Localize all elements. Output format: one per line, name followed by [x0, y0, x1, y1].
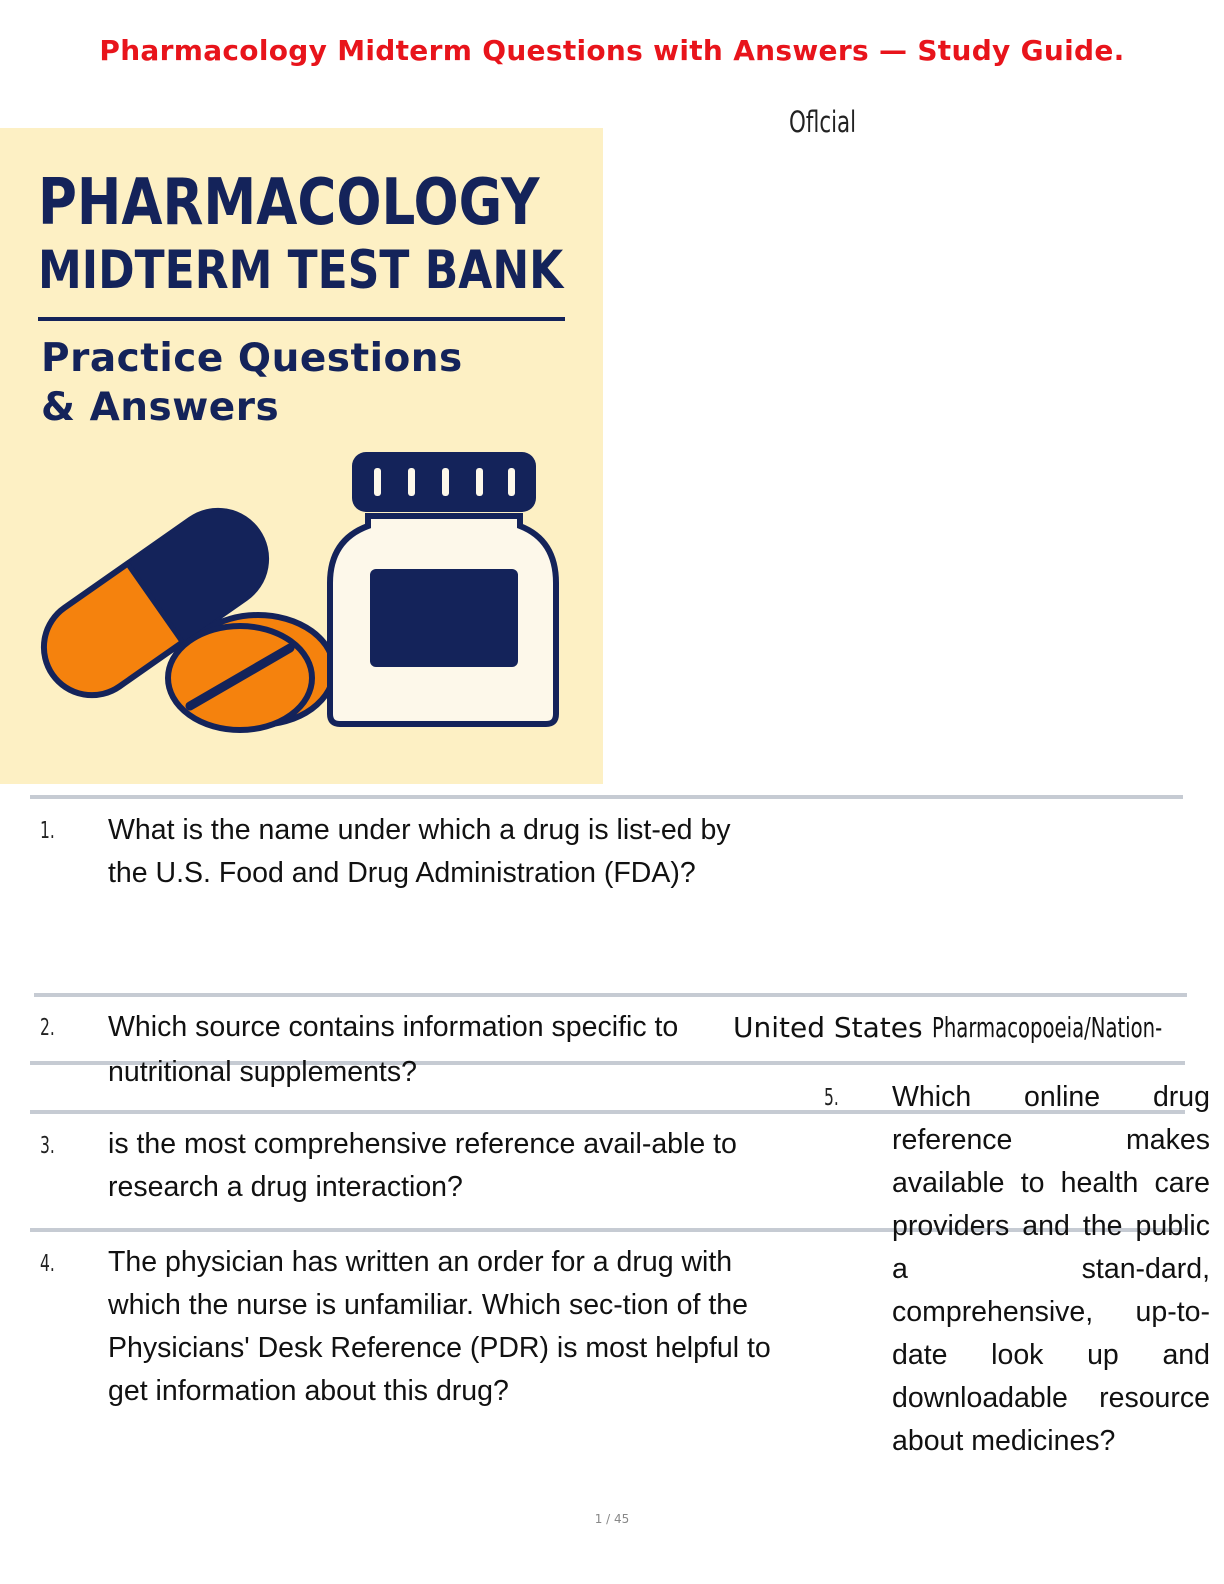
- question-text: What is the name under which a drug is list-ed by the U.S. Food and Drug Administration (FDA)?: [108, 814, 731, 889]
- question-number: 3.: [40, 1133, 55, 1159]
- question-number: 2.: [40, 1015, 55, 1041]
- medicine-bottle-icon: [330, 452, 556, 724]
- cover-title-line1: PHARMACOLOGY: [38, 166, 540, 240]
- cover-divider: [38, 317, 565, 321]
- question-text-line2: nutritional supplements?: [108, 1056, 417, 1088]
- question-text: Which online drug reference makes available to health care providers and the public a stan-dard, comprehensive, up-to-date look up and downloadable resource about medicines?: [892, 1081, 1210, 1457]
- question-text-fragment: Pharmacopoeia/Nation-: [931, 1011, 1162, 1044]
- official-label: Oflcial: [789, 105, 857, 139]
- page-indicator: 1 / 45: [594, 1512, 630, 1526]
- cover-image: [0, 128, 603, 784]
- document-title: Pharmacology Midterm Questions with Answers — Study Guide.: [99, 34, 1125, 67]
- question-text: is the most comprehensive reference avail-able to research a drug interaction?: [108, 1128, 737, 1203]
- question-text-continued: [733, 1011, 1224, 1045]
- question-text: Which source contains information specific to: [108, 1011, 679, 1043]
- cover-subtitle-line1: Practice Questions: [41, 336, 463, 381]
- cover-title-line2: MIDTERM TEST BANK: [38, 240, 564, 301]
- question-text-fragment: United States: [733, 1011, 923, 1044]
- question-number: 4.: [40, 1251, 55, 1277]
- question-number: 1.: [40, 818, 55, 844]
- cover-subtitle-line2: & Answers: [41, 385, 280, 430]
- question-number: 5.: [824, 1085, 839, 1111]
- divider: [30, 795, 1183, 799]
- divider: [34, 993, 1187, 997]
- question-text: The physician has written an order for a drug with which the nurse is unfamiliar. Which sec-tion of the Physicians' Desk Reference (PDR) is most helpful to get information about this drug?: [108, 1246, 771, 1407]
